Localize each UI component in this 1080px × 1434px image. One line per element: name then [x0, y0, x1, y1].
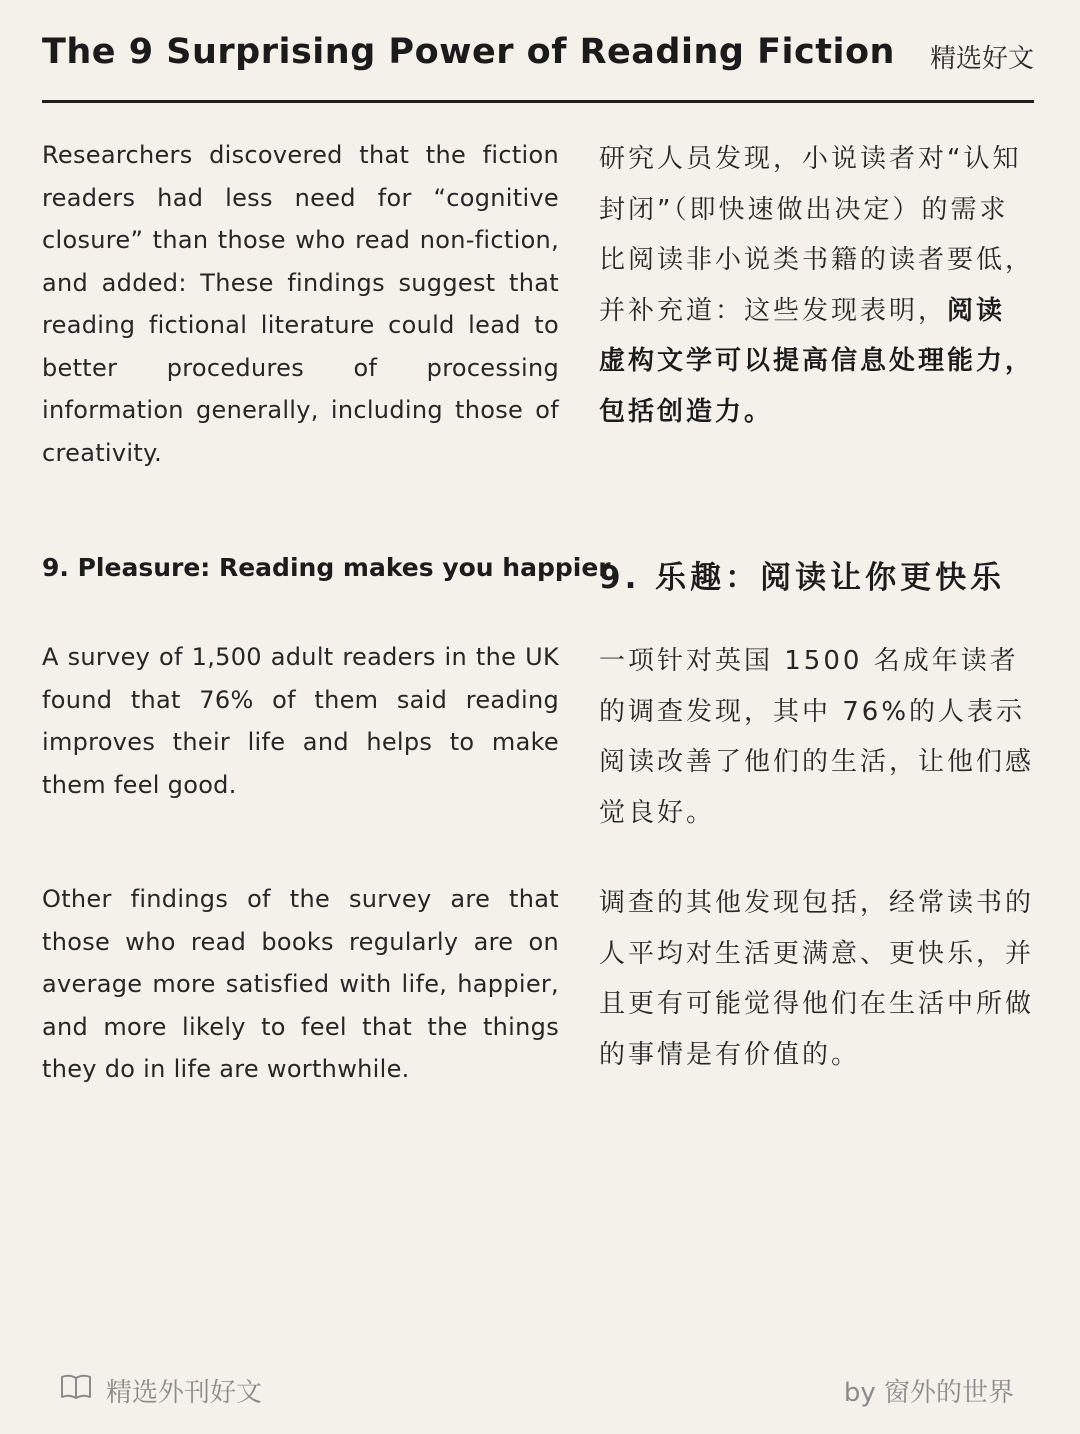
paragraph-zh-1 — [599, 134, 1034, 437]
section-heading-zh: 9. 乐趣：阅读让你更快乐 — [599, 560, 1006, 596]
page-title: The 9 Surprising Power of Reading Fiction — [42, 32, 895, 72]
open-book-icon — [60, 1373, 106, 1408]
paragraph-zh-1-text: 研究人员发现，小说读者对“认知封闭”（即快速做出决定）的需求比阅读非小说类书籍的读者要低，并补充道：这些发现表明， — [599, 144, 1035, 326]
header — [42, 28, 1034, 102]
paragraph-en-3: Other findings of the survey are that those who read books regularly are on average more satisfied with life, happier, and more likely to feel that the things they do in life are worthwhile. — [42, 885, 559, 1083]
footer-author: by 窗外的世界 — [843, 1378, 1014, 1408]
paragraph-en-2: A survey of 1,500 adult readers in the UK found that 76% of them said reading improves their life and helps to make them feel good. — [42, 643, 559, 799]
section-heading-en: 9. Pleasure: Reading makes you happier — [42, 553, 611, 582]
paragraph-zh-3: 调查的其他发现包括，经常读书的人平均对生活更满意、更快乐，并且更有可能觉得他们在生活中所做的事情是有价值的。 — [599, 888, 1035, 1070]
paragraph-en-1: Researchers discovered that the fiction readers had less need for “cognitive closure” than those who read non-fiction, and added: These findings suggest that reading fictional literature could lead to better procedures of processing information generally, including those of creativity. — [42, 141, 559, 467]
title-divider — [42, 100, 1034, 103]
footer-brand — [60, 1372, 262, 1409]
footer-brand-text: 精选外刊好文 — [106, 1378, 263, 1408]
paragraph-zh-2: 一项针对英国 1500 名成年读者的调查发现，其中 76%的人表示阅读改善了他们的生活，让他们感觉良好。 — [599, 646, 1035, 828]
category-tag: 精选好文 — [929, 44, 1034, 74]
paragraph-zh-1-emphasis: 阅读虚构文学可以提高信息处理能力，包括创造力。 — [599, 295, 1035, 427]
